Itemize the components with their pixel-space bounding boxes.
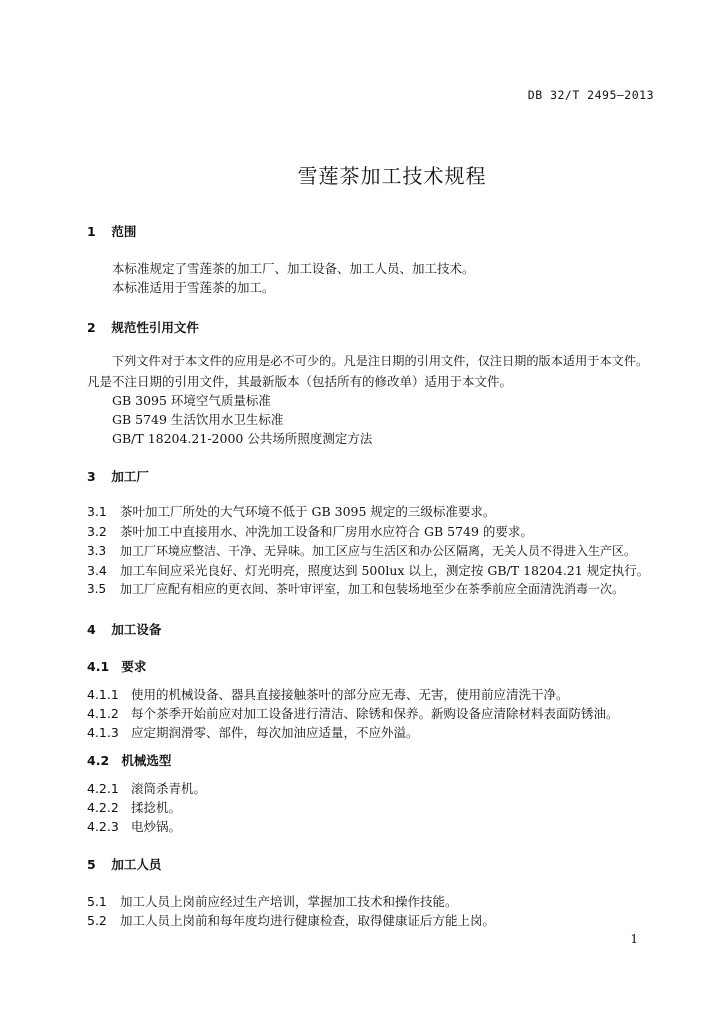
section-title: 加工人员 (111, 857, 162, 872)
section-title: 加工厂 (111, 469, 149, 484)
clause (87, 502, 495, 520)
clause-number: 4.1.2 (87, 706, 119, 721)
section-3-heading (87, 467, 149, 485)
clause-number: 4.2.2 (87, 800, 119, 815)
clause (87, 723, 419, 741)
section-number: 5 (87, 857, 96, 872)
subsection-4-2-heading (87, 751, 171, 769)
section-number: 2 (87, 320, 96, 335)
clause (87, 685, 569, 703)
clause-text: 加工人员上岗前和每年度均进行健康检查，取得健康证后方能上岗。 (120, 913, 496, 928)
clause (87, 561, 649, 579)
page-number: 1 (630, 932, 638, 946)
clause-text: 茶叶加工中直接用水、冲洗加工设备和厂房用水应符合 GB 5749 的要求。 (120, 524, 533, 539)
clause-text: 茶叶加工厂所处的大气环境不低于 GB 3095 规定的三级标准要求。 (120, 504, 496, 519)
clause (87, 911, 495, 929)
clause-text: 加工人员上岗前应经过生产培训，掌握加工技术和操作技能。 (120, 894, 458, 909)
section-title: 范围 (111, 224, 137, 239)
clause-number: 4.2.1 (87, 781, 119, 796)
document-title: 雪莲茶加工技术规程 (297, 164, 487, 188)
section-4-heading (87, 620, 161, 638)
section-title: 规范性引用文件 (111, 320, 199, 335)
clause-number: 3.5 (87, 582, 107, 596)
subsection-number: 4.2 (87, 753, 110, 768)
reference-item: GB 5749 生活饮用水卫生标准 (112, 412, 284, 427)
reference-item: GB 3095 环境空气质量标准 (112, 393, 271, 408)
clause-text: 加工厂环境应整洁、干净、无异味。加工区应与生活区和办公区隔离，无关人员不得进入生产区。 (120, 544, 637, 558)
reference-item: GB/T 18204.21-2000 公共场所照度测定方法 (112, 431, 373, 446)
clause (87, 798, 181, 816)
clause-number: 5.1 (87, 894, 107, 909)
clause (87, 580, 624, 597)
clause-text: 使用的机械设备、器具直接接触茶叶的部分应无毒、无害，使用前应清洗干净。 (131, 687, 569, 702)
section-title: 加工设备 (111, 622, 162, 637)
clause-text: 加工车间应采光良好、灯光明亮，照度达到 500lux 以上，测定按 GB/T 18204.21 规定执行。 (120, 563, 650, 578)
subsection-number: 4.1 (87, 659, 110, 674)
clause-number: 4.1.1 (87, 687, 119, 702)
clause (87, 704, 619, 722)
clause-number: 4.1.3 (87, 725, 119, 740)
paragraph: 本标准适用于雪莲茶的加工。 (112, 280, 275, 295)
section-5-heading (87, 855, 161, 873)
clause-number: 4.2.3 (87, 819, 119, 834)
paragraph-line: 下列文件对于本文件的应用是必不可少的。凡是注日期的引用文件，仅注日期的版本适用于本文件。 (112, 354, 649, 368)
clause-number: 3.4 (87, 563, 107, 578)
clause-text: 应定期润滑零、部件，每次加油应适量，不应外溢。 (131, 725, 419, 740)
section-number: 3 (87, 469, 96, 484)
section-number: 4 (87, 622, 96, 637)
clause-text: 揉捻机。 (131, 800, 182, 815)
clause (87, 779, 206, 797)
paragraph-line: 凡是不注日期的引用文件，其最新版本（包括所有的修改单）适用于本文件。 (87, 374, 513, 389)
subsection-title: 机械选型 (121, 753, 172, 768)
clause (87, 892, 458, 910)
clause-number: 3.1 (87, 504, 107, 519)
clause-text: 每个茶季开始前应对加工设备进行清洁、除锈和保养。新购设备应清除材料表面防锈油。 (131, 706, 619, 721)
section-1-heading (87, 222, 136, 240)
clause-text: 滚筒杀青机。 (131, 781, 207, 796)
clause-number: 3.3 (87, 544, 107, 558)
clause-text: 电炒锅。 (131, 819, 182, 834)
subsection-title: 要求 (121, 659, 147, 674)
clause-number: 5.2 (87, 913, 107, 928)
subsection-4-1-heading (87, 657, 146, 675)
clause (87, 522, 533, 540)
standard-code: DB 32/T 2495—2013 (527, 88, 654, 102)
section-2-heading (87, 318, 199, 336)
section-number: 1 (87, 224, 96, 239)
paragraph: 本标准规定了雪莲茶的加工厂、加工设备、加工人员、加工技术。 (112, 261, 475, 276)
clause (87, 817, 181, 835)
clause-text: 加工厂应配有相应的更衣间、茶叶审评室，加工和包装场地至少在茶季前应全面清洗消毒一次。 (120, 582, 625, 596)
clause-number: 3.2 (87, 524, 107, 539)
clause (87, 542, 636, 559)
